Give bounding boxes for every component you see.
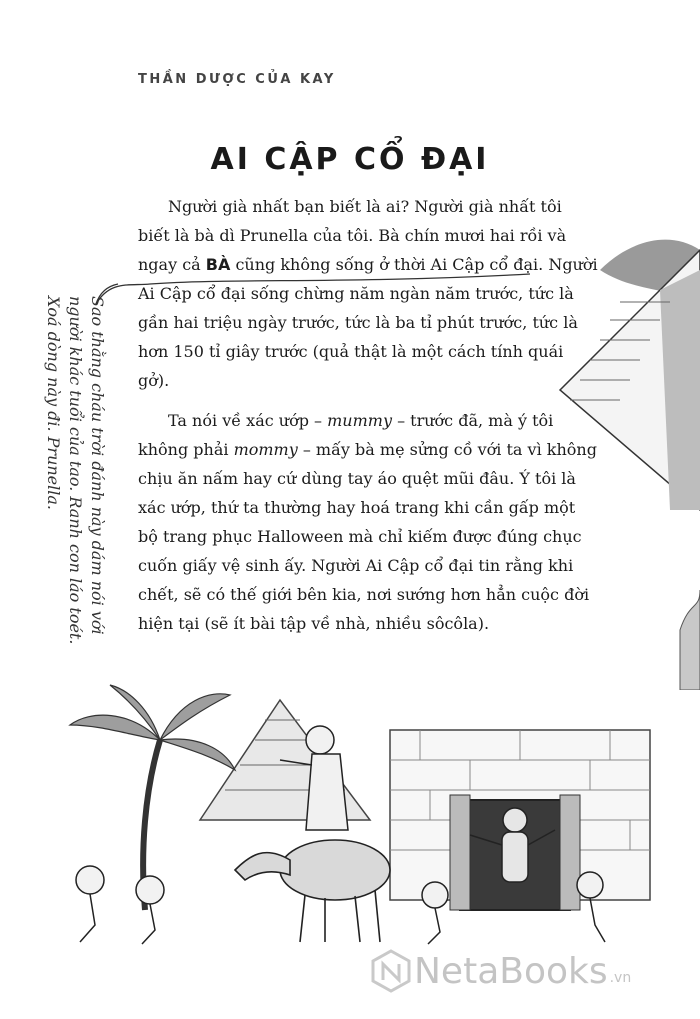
netabooks-watermark [368, 948, 631, 994]
paragraph-1-text-b: cũng không sống ở thời Ai Cập cổ đại. Người Ai Cập cổ đại sống chừng năm ngàn năm trước, tức là gần hai triệu ngày trước, tức là ba tỉ phút trước, tức là hơn 150 tỉ giây trước (quả thật là một cách tính quái gở). [138, 255, 598, 390]
paragraph-1-text-a: Người già nhất bạn biết là ai? Người già nhất tôi biết là bà dì Prunella của tôi. Bà chín mươi hai rồi và ngay cả [138, 197, 567, 274]
watermark-brand: NetaBooks [414, 950, 608, 992]
paragraph-2-text-a: Ta nói về xác ướp – [168, 411, 328, 430]
chapter-title: AI CẬP CỔ ĐẠI [210, 142, 490, 177]
paragraph-2-text-b: – trước đã, mà ý tôi không phải [138, 411, 554, 459]
watermark-suffix: .vn [609, 970, 632, 986]
margin-note [42, 296, 108, 644]
margin-note-line-3: Xoá dòng này đi. Prunella. [44, 296, 63, 511]
margin-note-line-1: Sao thằng cháu trời đánh này dám nói với [88, 296, 107, 635]
paragraph-2-italic-mommy: mommy [233, 440, 298, 459]
paragraph-1-bold: BÀ [205, 255, 231, 274]
note-arrow-icon [90, 240, 540, 310]
paragraph-2-text-c: – mấy bà mẹ sửng cồ với ta vì không chịu ăn nấm hay cứ dùng tay áo quệt mũi đâu. Ý tôi là xác ướp, thứ ta thường hay hoá trang khi cần gấp một bộ trang phục Halloween mà chỉ kiếm được đúng chục cuốn giấy vệ sinh ấy. Người Ai Cập cổ đại tin rằng khi chết, sẽ có thế giới bên kia, nơi sướng hơn hẳn cuộc đời hiện tại (sẽ ít bài tập về nhà, nhiều sôcôla). [138, 440, 597, 633]
netabooks-logo-icon [368, 948, 414, 994]
egypt-scene-illustration [50, 680, 690, 950]
paragraph-2 [138, 406, 598, 638]
margin-note-line-2: người khác tuổi của tao. Ranh con láo toét. [66, 296, 85, 645]
paragraph-2-italic-mummy: mummy [327, 411, 392, 430]
running-head: THẦN DƯỢC CỦA KAY [138, 72, 336, 87]
pyramid-illustration [540, 210, 700, 690]
